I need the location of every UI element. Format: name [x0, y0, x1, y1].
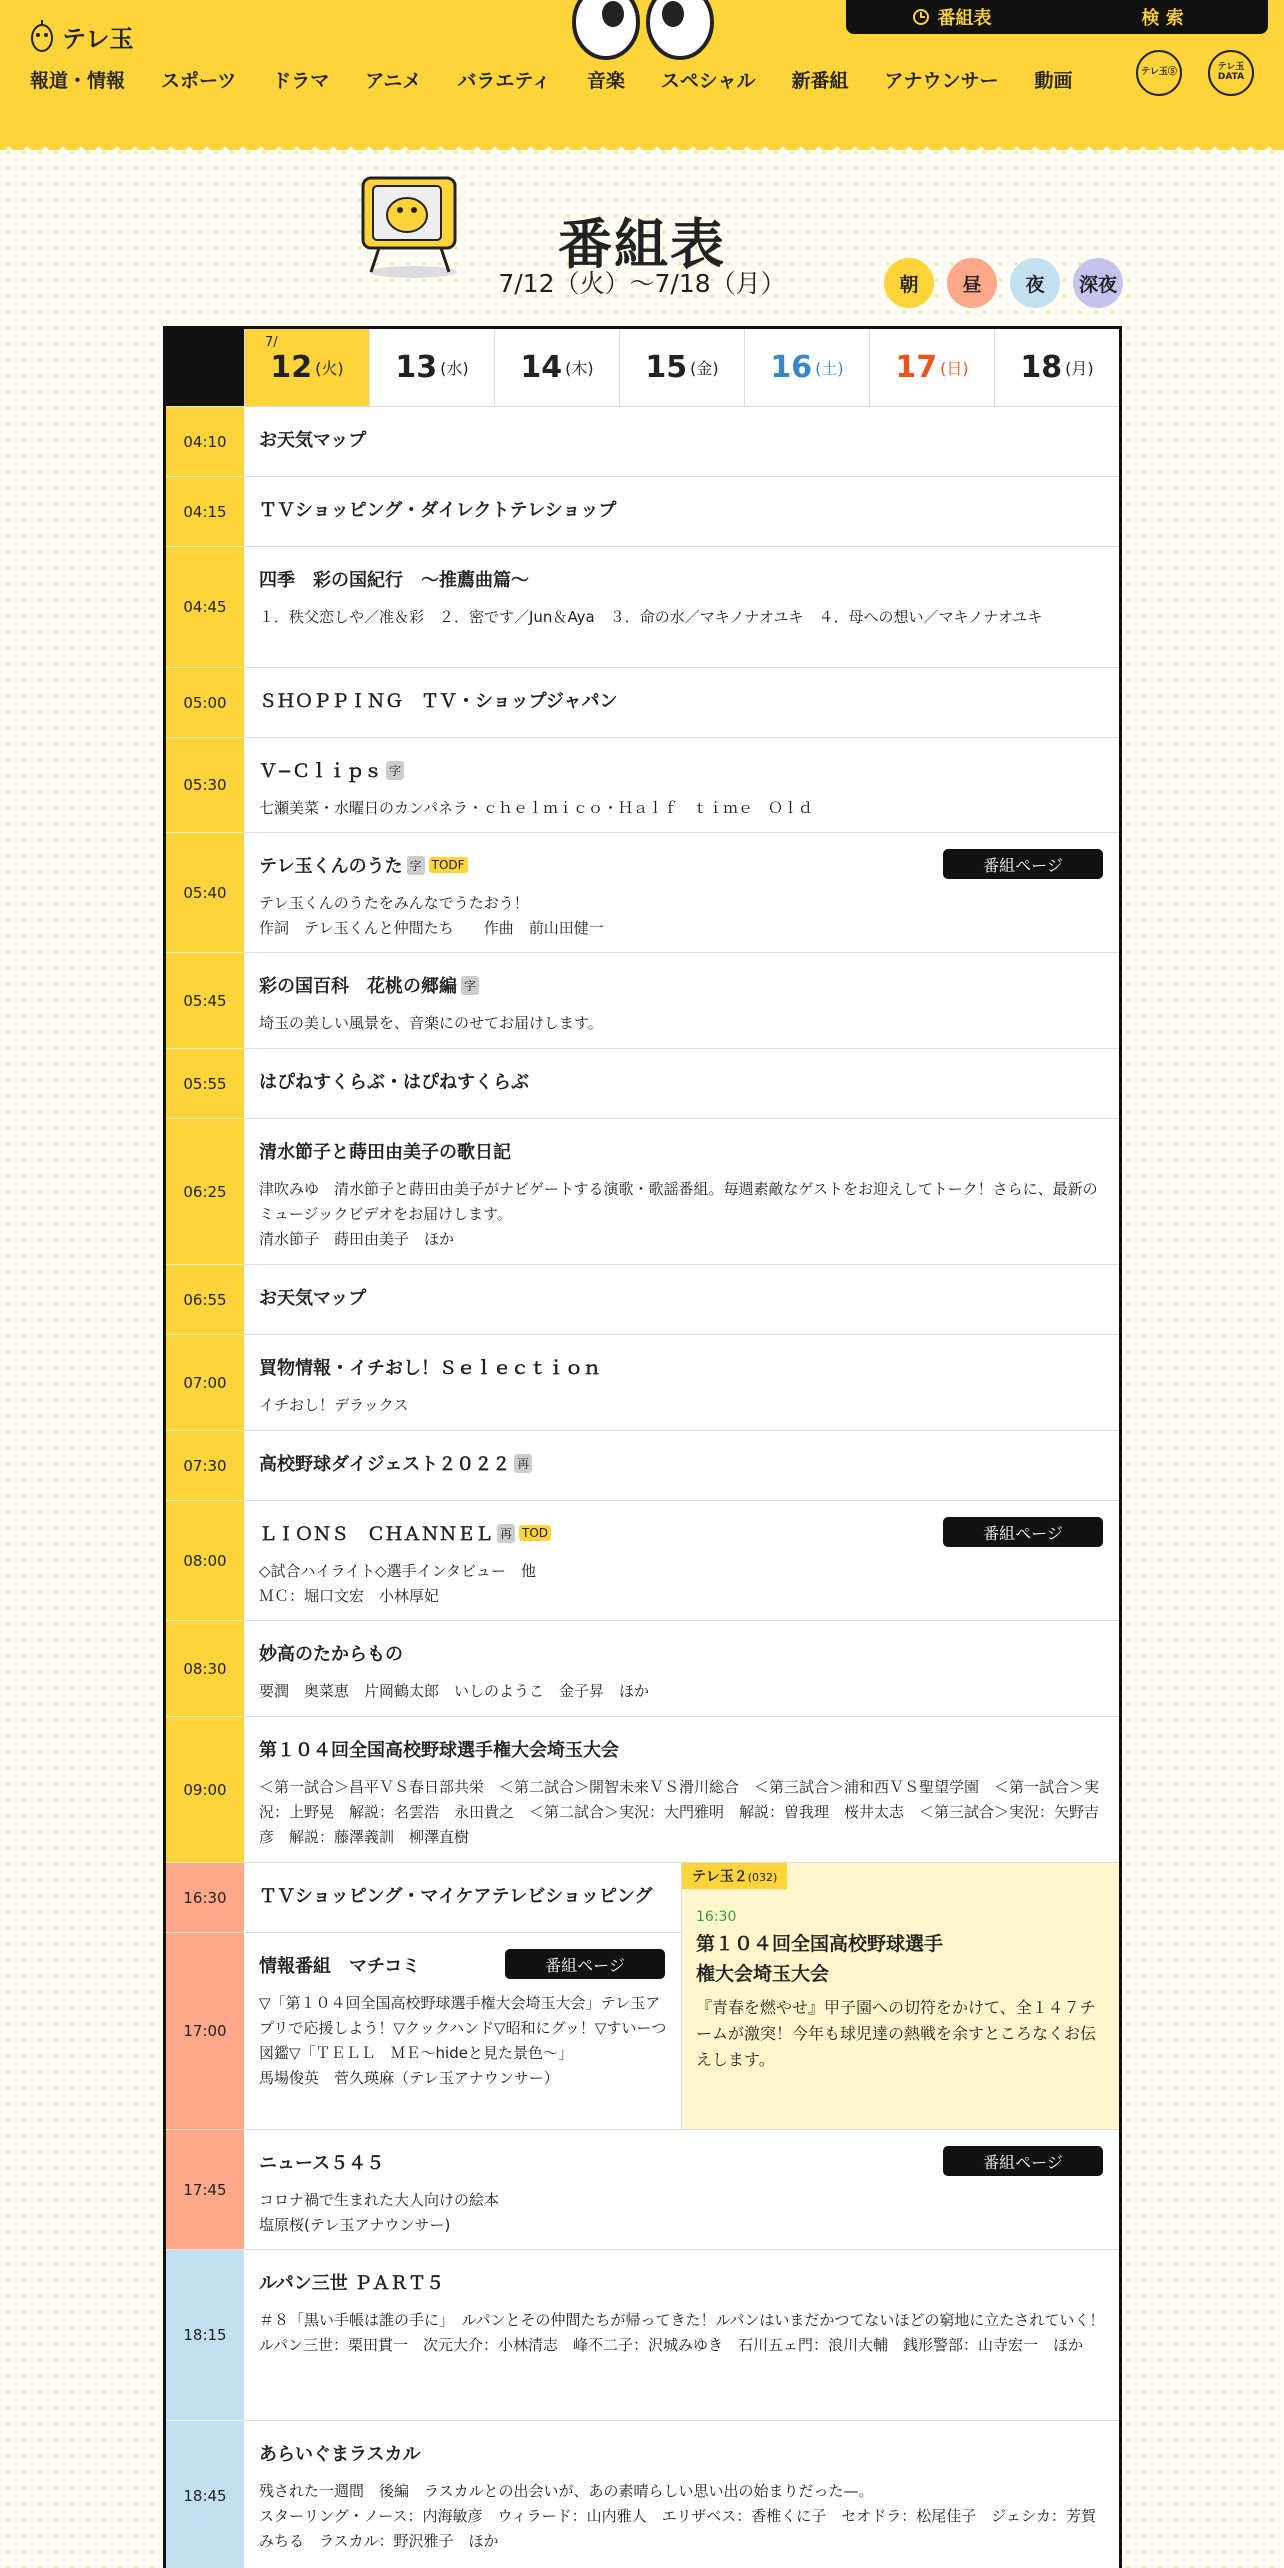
clock-icon: [912, 8, 930, 26]
nav-sports[interactable]: スポーツ: [161, 70, 237, 92]
program-cell: [244, 2250, 1119, 2420]
program-title-line: [259, 757, 1105, 783]
badge-subtitle: 字: [407, 856, 425, 875]
program-cell: [244, 668, 1119, 737]
badge-subtitle: 字: [386, 761, 404, 780]
program-cell: [244, 1119, 1119, 1264]
day-tab[interactable]: [494, 329, 619, 406]
program-cell: [244, 2130, 1119, 2249]
program-description: ▽「第１０４回全国高校野球選手権大会埼玉大会」テレ玉アプリで応援しよう！▽クックハンド▽昭和にグッ！▽すいーつ図鑑▽「ＴＥＬＬ ＭＥ〜hideと見た景色〜」 馬場俊英 菅久瑛麻（テレ玉アナウンサー）: [259, 1994, 667, 2087]
day-tab[interactable]: [244, 329, 369, 406]
program-cell: [244, 1863, 681, 1932]
program-title: 第１０４回全国高校野球選手権大会埼玉大会: [259, 1740, 619, 1761]
day-weekday: (水): [440, 359, 469, 378]
program-row[interactable]: [166, 1049, 1119, 1119]
page-title: 番組表: [558, 212, 726, 276]
tele-tama-data-icon[interactable]: テレ玉DATA: [1208, 50, 1254, 96]
program-description: 七瀬美菜・水曜日のカンパネラ・ｃｈｅｌｍｉｃｏ・Ｈａｌｆ ｔｉｍｅ Ｏｌｄ: [259, 799, 813, 817]
program-time: 06:55: [166, 1265, 244, 1335]
program-description: 要潤 奥菜恵 片岡鶴太郎 いしのようこ 金子昇 ほか: [259, 1682, 650, 1700]
program-title: 買物情報・イチおし！Ｓｅｌｅｃｔｉｏｎ: [259, 1358, 601, 1379]
program-description: １．秩父恋しや／准＆彩 ２．密です／Jun＆Aya ３．命の水／マキノナオユキ ４．母への想い／マキノナオユキ: [259, 608, 1043, 626]
day-tab[interactable]: [619, 329, 744, 406]
day-number: 18: [1020, 350, 1063, 385]
program-time: 08:00: [166, 1501, 244, 1621]
program-row[interactable]: [166, 1431, 1119, 1501]
program-row[interactable]: [166, 2129, 1119, 2250]
subchannel-name: テレ玉２: [692, 1869, 748, 1885]
tod-day-button[interactable]: 昼: [947, 258, 997, 308]
program-row[interactable]: [166, 1933, 681, 2129]
program-row[interactable]: [166, 1265, 1119, 1335]
program-row[interactable]: [166, 668, 1119, 738]
program-time: 05:00: [166, 668, 244, 738]
program-title: Ｖ−Ｃｌｉｐｓ: [259, 761, 383, 782]
program-row[interactable]: [166, 477, 1119, 547]
program-title: お天気マップ: [259, 1288, 367, 1309]
search-label: 検 索: [1141, 8, 1184, 29]
program-row[interactable]: [166, 1717, 1119, 1863]
tod-night-button[interactable]: 夜: [1010, 258, 1060, 308]
program-time: 08:30: [166, 1621, 244, 1717]
program-description: ＃８「黒い手帳は誰の手に」 ルパンとその仲間たちが帰ってきた！ルパンはいまだかつてないほどの窮地に立たされていく！ ルパン三世：栗田貫一 次元大介：小林清志 峰不二子：沢城みゆき 石川五ェ門：浪川大輔 銭形警部：山寺宏一 ほか: [259, 2311, 1105, 2354]
program-description: 残された一週間 後編 ラスカルとの出会いが、あの素晴らしい思い出の始まりだった—。 スターリング・ノース：内海敏彦 ウィラード：山内雅人 エリザベス：香椎くに子 セオドラ：松尾佳子 ジェシカ：芳賀みちる ラスカル：野沢雅子 ほか: [259, 2482, 1097, 2550]
program-time: 05:40: [166, 833, 244, 953]
subchannel-description: 『青春を燃やせ』甲子園への切符をかけて、全１４７チームが激突！今年も球児達の熱戦を余すところなくお伝えします。: [696, 1998, 1097, 2069]
program-description: テレ玉くんのうたをみんなでうたおう！ 作詞 テレ玉くんと仲間たち 作曲 前山田健一: [259, 894, 604, 937]
day-tabs-corner: [166, 329, 244, 406]
day-number: 17: [895, 350, 938, 385]
program-row[interactable]: [166, 1119, 1119, 1265]
program-time: 05:45: [166, 953, 244, 1049]
program-title: ＴＶショッピング・ダイレクトテレショップ: [259, 500, 617, 521]
program-time: 07:30: [166, 1431, 244, 1501]
program-time: 04:45: [166, 547, 244, 668]
day-weekday: (土): [815, 359, 844, 378]
day-weekday: (月): [1065, 359, 1094, 378]
nav-news[interactable]: 報道・情報: [30, 70, 126, 92]
day-weekday: (金): [690, 359, 719, 378]
program-time: 09:00: [166, 1717, 244, 1863]
nav-music[interactable]: 音楽: [586, 70, 625, 92]
program-cell: [244, 1049, 1119, 1118]
program-time: 05:55: [166, 1049, 244, 1119]
program-time: 04:15: [166, 477, 244, 547]
program-row[interactable]: [166, 738, 1119, 833]
day-tab[interactable]: [369, 329, 494, 406]
program-title: 妙高のたからもの: [259, 1644, 403, 1665]
split-block: [166, 1863, 1119, 2129]
header-zigzag-edge: [0, 132, 1284, 150]
program-time: 17:45: [166, 2130, 244, 2250]
program-description: コロナ禍で生まれた大人向けの絵本 塩原桜(テレ玉アナウンサー): [259, 2191, 500, 2234]
day-weekday: (日): [940, 359, 969, 378]
program-cell: [244, 738, 1119, 832]
program-description: イチおし！デラックス: [259, 1396, 409, 1414]
day-number: 13: [395, 350, 438, 385]
program-title: 情報番組 マチコミ: [259, 1956, 421, 1977]
program-page-button[interactable]: 番組ページ: [505, 1949, 665, 1979]
main-channel-column: [166, 1863, 681, 2129]
nav-announcers[interactable]: アナウンサー: [884, 70, 999, 92]
day-number: 14: [520, 350, 563, 385]
mascot-eyes-icon: [568, 0, 718, 60]
program-title: ＳＨＯＰＰＩＮＧ ＴＶ・ショップジャパン: [259, 691, 618, 712]
program-title: はぴねすくらぶ・はぴねすくらぶ: [259, 1072, 529, 1093]
subchannel-program[interactable]: [681, 1863, 1119, 2129]
nav-new-programs[interactable]: 新番組: [791, 70, 849, 92]
program-cell: [244, 1265, 1119, 1334]
nav-drama[interactable]: ドラマ: [272, 70, 330, 92]
program-row[interactable]: [166, 1863, 681, 1933]
program-page-button[interactable]: 番組ページ: [943, 849, 1103, 879]
program-row[interactable]: [166, 1621, 1119, 1717]
day-tabs: [166, 329, 1119, 407]
program-page-button[interactable]: 番組ページ: [943, 2146, 1103, 2176]
program-title: あらいぐまラスカル: [259, 2444, 421, 2465]
nav-video[interactable]: 動画: [1034, 70, 1073, 92]
program-time: 18:45: [166, 2421, 244, 2568]
program-time: 05:30: [166, 738, 244, 833]
program-row[interactable]: [166, 547, 1119, 668]
logo-text: テレ玉: [62, 24, 134, 53]
program-title-line: [259, 1450, 1105, 1476]
program-cell: [244, 1933, 681, 2129]
program-cell: [244, 1501, 1119, 1620]
program-cell: [244, 1621, 1119, 1716]
program-row[interactable]: [166, 407, 1119, 477]
site-logo[interactable]: [30, 18, 134, 54]
program-time: 04:10: [166, 407, 244, 477]
program-page-button[interactable]: 番組ページ: [943, 1517, 1103, 1547]
tod-late-night-button[interactable]: 深夜: [1073, 258, 1123, 308]
day-tab[interactable]: [994, 329, 1119, 406]
program-grid: [163, 326, 1122, 2568]
program-title: 高校野球ダイジェスト２０２２: [259, 1454, 511, 1475]
program-cell: [244, 1431, 1119, 1500]
program-row[interactable]: [166, 953, 1119, 1049]
nav-variety[interactable]: バラエティ: [457, 70, 551, 92]
nav-special[interactable]: スペシャル: [660, 70, 756, 92]
program-row[interactable]: [166, 2421, 1119, 2568]
program-title: 彩の国百科 花桃の郷編: [259, 976, 457, 997]
subchannel-tag: [682, 1863, 787, 1889]
day-weekday: (火): [315, 359, 344, 378]
program-row[interactable]: [166, 2250, 1119, 2421]
program-title: ＴＶショッピング・マイケアテレビショッピング: [259, 1886, 653, 1907]
search-link[interactable]: [1057, 4, 1268, 30]
program-description: ◇試合ハイライト◇選手インタビュー 他 ＭＣ：堀口文宏 小林厚妃: [259, 1562, 537, 1605]
day-number: 15: [645, 350, 688, 385]
tele-tama-s-icon[interactable]: テレ玉Ⓢ: [1136, 50, 1182, 96]
program-row[interactable]: [166, 833, 1119, 953]
program-cell: [244, 547, 1119, 667]
badge-rerun: 再: [497, 1524, 515, 1543]
program-time: 16:30: [166, 1863, 244, 1933]
program-description: 埼玉の美しい風景を、音楽にのせてお届けします。: [259, 1014, 603, 1032]
program-row[interactable]: [166, 1501, 1119, 1621]
subchannel-time: 16:30: [696, 1909, 737, 1925]
program-guide-label: 番組表: [937, 8, 992, 29]
date-range: 7/12（火）〜7/18（月）: [498, 269, 786, 298]
program-title: ＬＩＯＮＳ ＣＨＡＮＮＥＬ: [259, 1524, 493, 1545]
program-time: 06:25: [166, 1119, 244, 1265]
program-cell: [244, 1717, 1119, 1862]
program-title: 四季 彩の国紀行 〜推薦曲篇〜: [259, 570, 529, 591]
program-time: 07:00: [166, 1335, 244, 1431]
program-title-line: [259, 972, 1105, 998]
day-number: 16: [770, 350, 813, 385]
day-number: 12: [270, 350, 313, 385]
program-cell: [244, 1335, 1119, 1430]
tod-morning-button[interactable]: 朝: [884, 258, 934, 308]
top-bar: [846, 0, 1268, 34]
program-time: 18:15: [166, 2250, 244, 2421]
program-description: ＜第一試合＞昌平ＶＳ春日部共栄 ＜第二試合＞開智未来ＶＳ滑川総合 ＜第三試合＞浦和西ＶＳ聖望学園 ＜第一試合＞実況：上野晃 解説：名雲浩 永田貴之 ＜第二試合＞実況：大門雅明 解説：曽我理 桜井太志 ＜第三試合＞実況：矢野吉彦 解説：藤澤義訓 柳澤直樹: [259, 1778, 1100, 1846]
subchannel-title: 第１０４回全国高校野球選手 権大会埼玉大会: [696, 1933, 944, 1985]
program-cell: [244, 953, 1119, 1048]
program-description: 津吹みゆ 清水節子と蒔田由美子がナビゲートする演歌・歌謡番組。毎週素敵なゲストをお迎えしてトーク！さらに、最新のミュージックビデオをお届けします。 清水節子 蒔田由美子 ほか: [259, 1180, 1098, 1248]
program-guide-link[interactable]: [846, 4, 1057, 30]
program-title: 清水節子と蒔田由美子の歌日記: [259, 1142, 511, 1163]
time-of-day-filter: [884, 258, 1123, 308]
program-title: お天気マップ: [259, 430, 367, 451]
title-area: [0, 160, 1284, 320]
badge-tod: TODF: [429, 857, 468, 873]
badge-subtitle: 字: [461, 976, 479, 995]
program-time: 17:00: [166, 1933, 244, 2130]
tele-tama-mascot-icon: [30, 18, 54, 54]
program-cell: [244, 833, 1119, 952]
day-tab[interactable]: [869, 329, 994, 406]
day-weekday: (木): [565, 359, 594, 378]
program-row[interactable]: [166, 1335, 1119, 1431]
badge-rerun: 再: [514, 1454, 532, 1473]
program-title: ルパン三世 ＰＡＲＴ５: [259, 2273, 445, 2294]
subchannel-number: (032): [747, 1871, 778, 1884]
program-title: テレ玉くんのうた: [259, 856, 403, 877]
nav-anime[interactable]: アニメ: [365, 70, 422, 92]
program-cell: [244, 407, 1119, 476]
badge-tod: TOD: [519, 1525, 551, 1541]
program-title: ニュース５４５: [259, 2153, 385, 2174]
day-tab[interactable]: [744, 329, 869, 406]
program-cell: [244, 2421, 1119, 2568]
global-nav: [30, 66, 1109, 93]
day-month: 7/: [265, 335, 278, 350]
site-header: [0, 0, 1284, 140]
program-cell: [244, 477, 1119, 546]
